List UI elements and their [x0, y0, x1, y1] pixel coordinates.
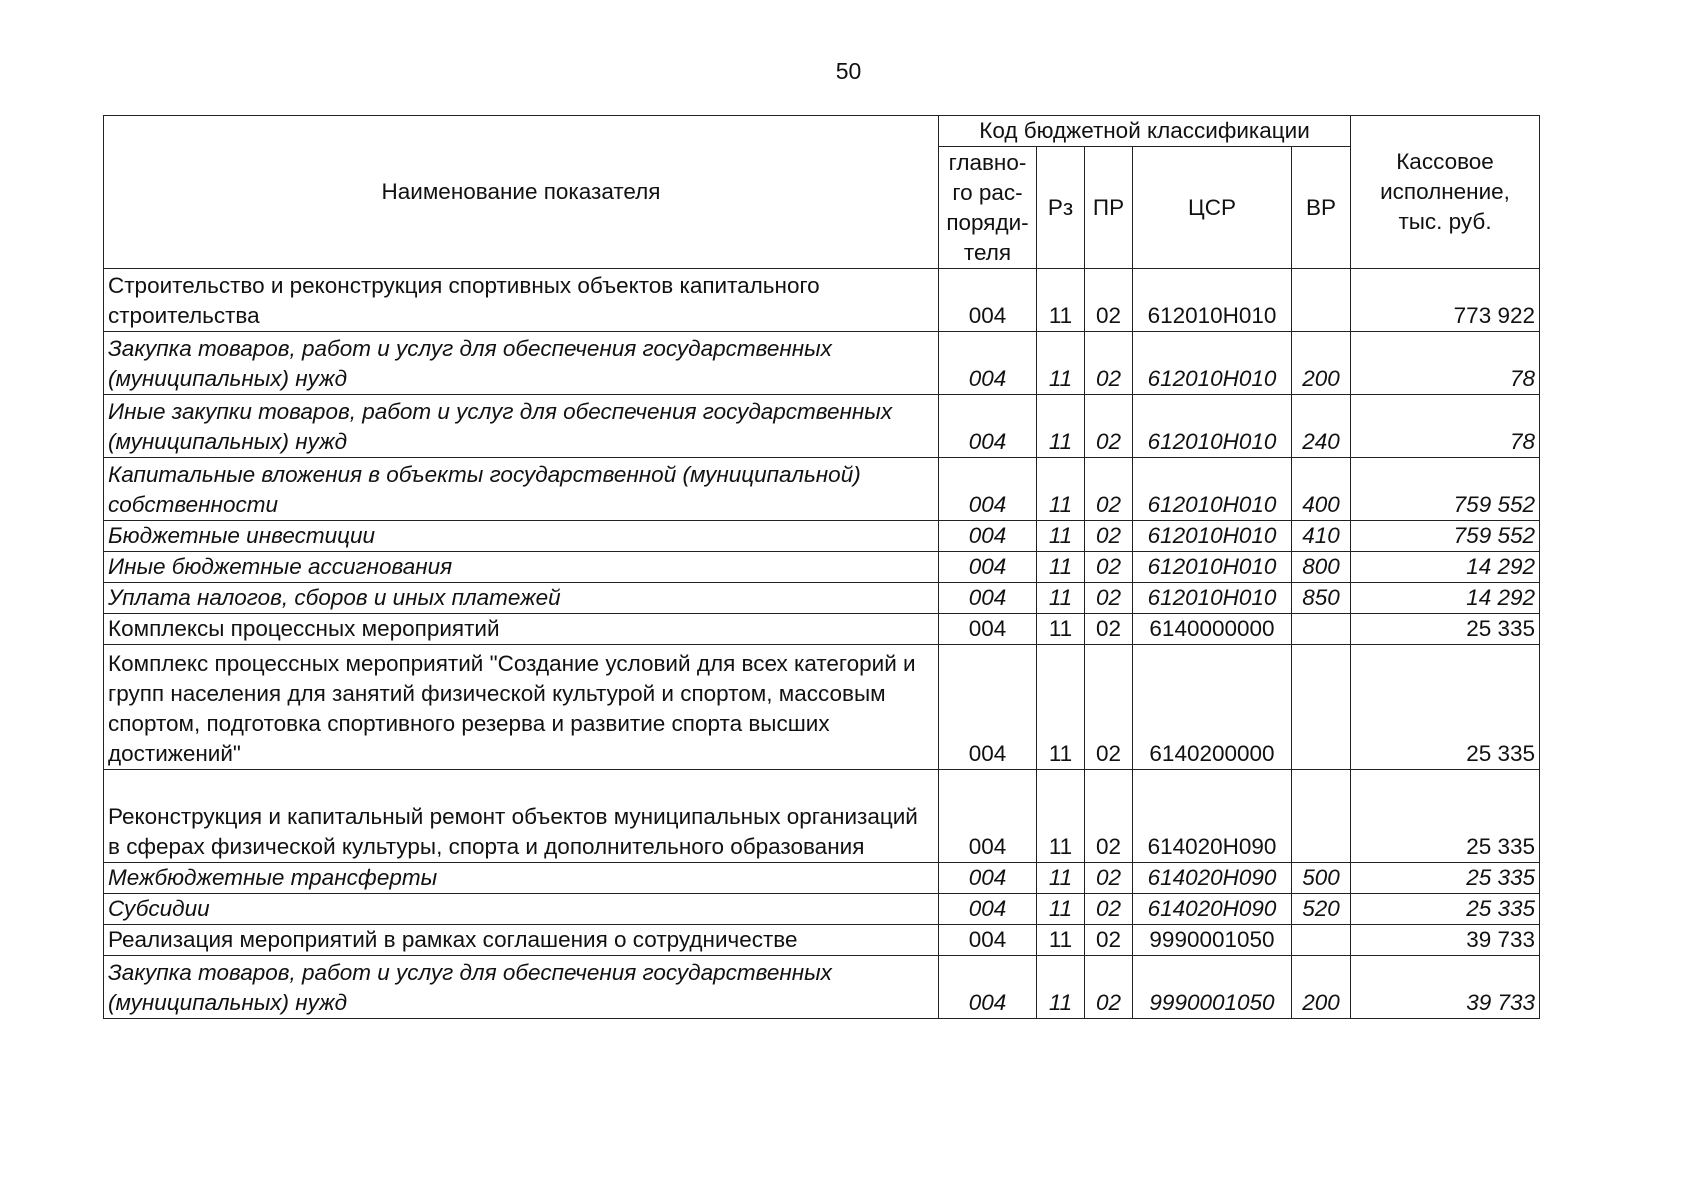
row-amount-cell: 78 [1351, 332, 1540, 395]
row-glavny-cell: 004 [939, 894, 1037, 925]
row-name-cell: Комплекс процессных мероприятий "Создание условий для всех категорий и групп населения для занятий физической культурой и спортом, массовым спортом, подготовка спортивного резерва и развитие спорта высших достижений" [104, 645, 939, 770]
header-amount: Кассовое исполнение, тыс. руб. [1351, 116, 1540, 269]
table-row [104, 614, 1540, 645]
row-vr-cell [1292, 645, 1351, 770]
row-amount-cell: 759 552 [1351, 458, 1540, 521]
row-glavny-cell: 004 [939, 956, 1037, 1019]
row-csr-cell: 612010Н010 [1133, 583, 1292, 614]
table-row [104, 956, 1540, 1019]
row-pr-cell: 02 [1085, 614, 1133, 645]
row-csr-cell: 614020Н090 [1133, 770, 1292, 863]
row-pr-cell: 02 [1085, 395, 1133, 458]
row-name-cell: Субсидии [104, 894, 939, 925]
row-name-cell: Закупка товаров, работ и услуг для обеспечения государственных (муниципальных) нужд [104, 332, 939, 395]
row-pr-cell: 02 [1085, 583, 1133, 614]
table-row [104, 645, 1540, 770]
header-name: Наименование показателя [104, 116, 939, 269]
row-pr-cell: 02 [1085, 956, 1133, 1019]
row-pr-cell: 02 [1085, 894, 1133, 925]
table-row [104, 332, 1540, 395]
row-pr-cell: 02 [1085, 521, 1133, 552]
row-vr-cell: 240 [1292, 395, 1351, 458]
table-header [104, 116, 1540, 269]
row-rz-cell: 11 [1037, 614, 1085, 645]
row-glavny-cell: 004 [939, 863, 1037, 894]
row-rz-cell: 11 [1037, 894, 1085, 925]
row-csr-cell: 612010Н010 [1133, 269, 1292, 332]
row-pr-cell: 02 [1085, 458, 1133, 521]
row-pr-cell: 02 [1085, 332, 1133, 395]
row-vr-cell [1292, 269, 1351, 332]
row-amount-cell: 25 335 [1351, 614, 1540, 645]
row-csr-cell: 6140200000 [1133, 645, 1292, 770]
row-glavny-cell: 004 [939, 332, 1037, 395]
row-name-cell: Межбюджетные трансферты [104, 863, 939, 894]
row-vr-cell: 400 [1292, 458, 1351, 521]
page-number: 50 [835, 58, 862, 84]
row-glavny-cell: 004 [939, 521, 1037, 552]
table-row [104, 894, 1540, 925]
row-name-cell: Комплексы процессных мероприятий [104, 614, 939, 645]
row-name-cell: Уплата налогов, сборов и иных платежей [104, 583, 939, 614]
table-row [104, 925, 1540, 956]
row-rz-cell: 11 [1037, 583, 1085, 614]
table-row [104, 583, 1540, 614]
header-csr: ЦСР [1133, 147, 1292, 269]
row-amount-cell: 25 335 [1351, 770, 1540, 863]
row-amount-cell: 78 [1351, 395, 1540, 458]
row-csr-cell: 612010Н010 [1133, 521, 1292, 552]
row-rz-cell: 11 [1037, 552, 1085, 583]
table-row [104, 458, 1540, 521]
row-name-cell: Реконструкция и капитальный ремонт объектов муниципальных организаций в сферах физической культуры, спорта и дополнительного образования [104, 770, 939, 863]
row-pr-cell: 02 [1085, 269, 1133, 332]
header-glavny: главно-го рас-поряди-теля [939, 147, 1037, 269]
row-name-cell: Закупка товаров, работ и услуг для обеспечения государственных (муниципальных) нужд [104, 956, 939, 1019]
row-pr-cell: 02 [1085, 925, 1133, 956]
row-vr-cell [1292, 925, 1351, 956]
table-row [104, 521, 1540, 552]
header-code-group: Код бюджетной классификации [939, 116, 1351, 147]
row-name-cell: Иные бюджетные ассигнования [104, 552, 939, 583]
row-csr-cell: 612010Н010 [1133, 332, 1292, 395]
header-vr: ВР [1292, 147, 1351, 269]
row-pr-cell: 02 [1085, 863, 1133, 894]
row-glavny-cell: 004 [939, 552, 1037, 583]
row-csr-cell: 614020Н090 [1133, 894, 1292, 925]
row-vr-cell: 410 [1292, 521, 1351, 552]
row-glavny-cell: 004 [939, 458, 1037, 521]
row-amount-cell: 14 292 [1351, 583, 1540, 614]
row-name-cell: Бюджетные инвестиции [104, 521, 939, 552]
row-csr-cell: 612010Н010 [1133, 458, 1292, 521]
budget-execution-table [103, 115, 1540, 1019]
row-rz-cell: 11 [1037, 458, 1085, 521]
row-vr-cell: 520 [1292, 894, 1351, 925]
table-row [104, 863, 1540, 894]
row-vr-cell [1292, 614, 1351, 645]
row-pr-cell: 02 [1085, 770, 1133, 863]
row-amount-cell: 14 292 [1351, 552, 1540, 583]
row-amount-cell: 25 335 [1351, 894, 1540, 925]
row-glavny-cell: 004 [939, 583, 1037, 614]
row-vr-cell: 200 [1292, 332, 1351, 395]
row-csr-cell: 9990001050 [1133, 956, 1292, 1019]
row-name-cell: Строительство и реконструкция спортивных объектов капитального строительства [104, 269, 939, 332]
table-row [104, 395, 1540, 458]
row-amount-cell: 25 335 [1351, 645, 1540, 770]
row-glavny-cell: 004 [939, 645, 1037, 770]
row-glavny-cell: 004 [939, 614, 1037, 645]
row-rz-cell: 11 [1037, 956, 1085, 1019]
row-csr-cell: 612010Н010 [1133, 552, 1292, 583]
row-csr-cell: 614020Н090 [1133, 863, 1292, 894]
row-rz-cell: 11 [1037, 395, 1085, 458]
header-rz: Рз [1037, 147, 1085, 269]
row-amount-cell: 25 335 [1351, 863, 1540, 894]
row-glavny-cell: 004 [939, 770, 1037, 863]
header-pr: ПР [1085, 147, 1133, 269]
row-amount-cell: 759 552 [1351, 521, 1540, 552]
row-rz-cell: 11 [1037, 332, 1085, 395]
table-row [104, 770, 1540, 863]
row-rz-cell: 11 [1037, 863, 1085, 894]
row-rz-cell: 11 [1037, 645, 1085, 770]
row-name-cell: Реализация мероприятий в рамках соглашения о сотрудничестве [104, 925, 939, 956]
row-pr-cell: 02 [1085, 552, 1133, 583]
row-rz-cell: 11 [1037, 770, 1085, 863]
table-row [104, 269, 1540, 332]
row-rz-cell: 11 [1037, 521, 1085, 552]
row-glavny-cell: 004 [939, 925, 1037, 956]
row-rz-cell: 11 [1037, 269, 1085, 332]
row-glavny-cell: 004 [939, 395, 1037, 458]
row-vr-cell: 850 [1292, 583, 1351, 614]
row-csr-cell: 9990001050 [1133, 925, 1292, 956]
row-vr-cell [1292, 770, 1351, 863]
row-pr-cell: 02 [1085, 645, 1133, 770]
row-name-cell: Капитальные вложения в объекты государственной (муниципальной) собственности [104, 458, 939, 521]
row-amount-cell: 773 922 [1351, 269, 1540, 332]
table-body [104, 269, 1540, 1019]
row-amount-cell: 39 733 [1351, 925, 1540, 956]
row-rz-cell: 11 [1037, 925, 1085, 956]
row-csr-cell: 6140000000 [1133, 614, 1292, 645]
row-vr-cell: 200 [1292, 956, 1351, 1019]
row-glavny-cell: 004 [939, 269, 1037, 332]
row-amount-cell: 39 733 [1351, 956, 1540, 1019]
row-vr-cell: 500 [1292, 863, 1351, 894]
row-vr-cell: 800 [1292, 552, 1351, 583]
row-name-cell: Иные закупки товаров, работ и услуг для обеспечения государственных (муниципальных) нужд [104, 395, 939, 458]
table-row [104, 552, 1540, 583]
row-csr-cell: 612010Н010 [1133, 395, 1292, 458]
